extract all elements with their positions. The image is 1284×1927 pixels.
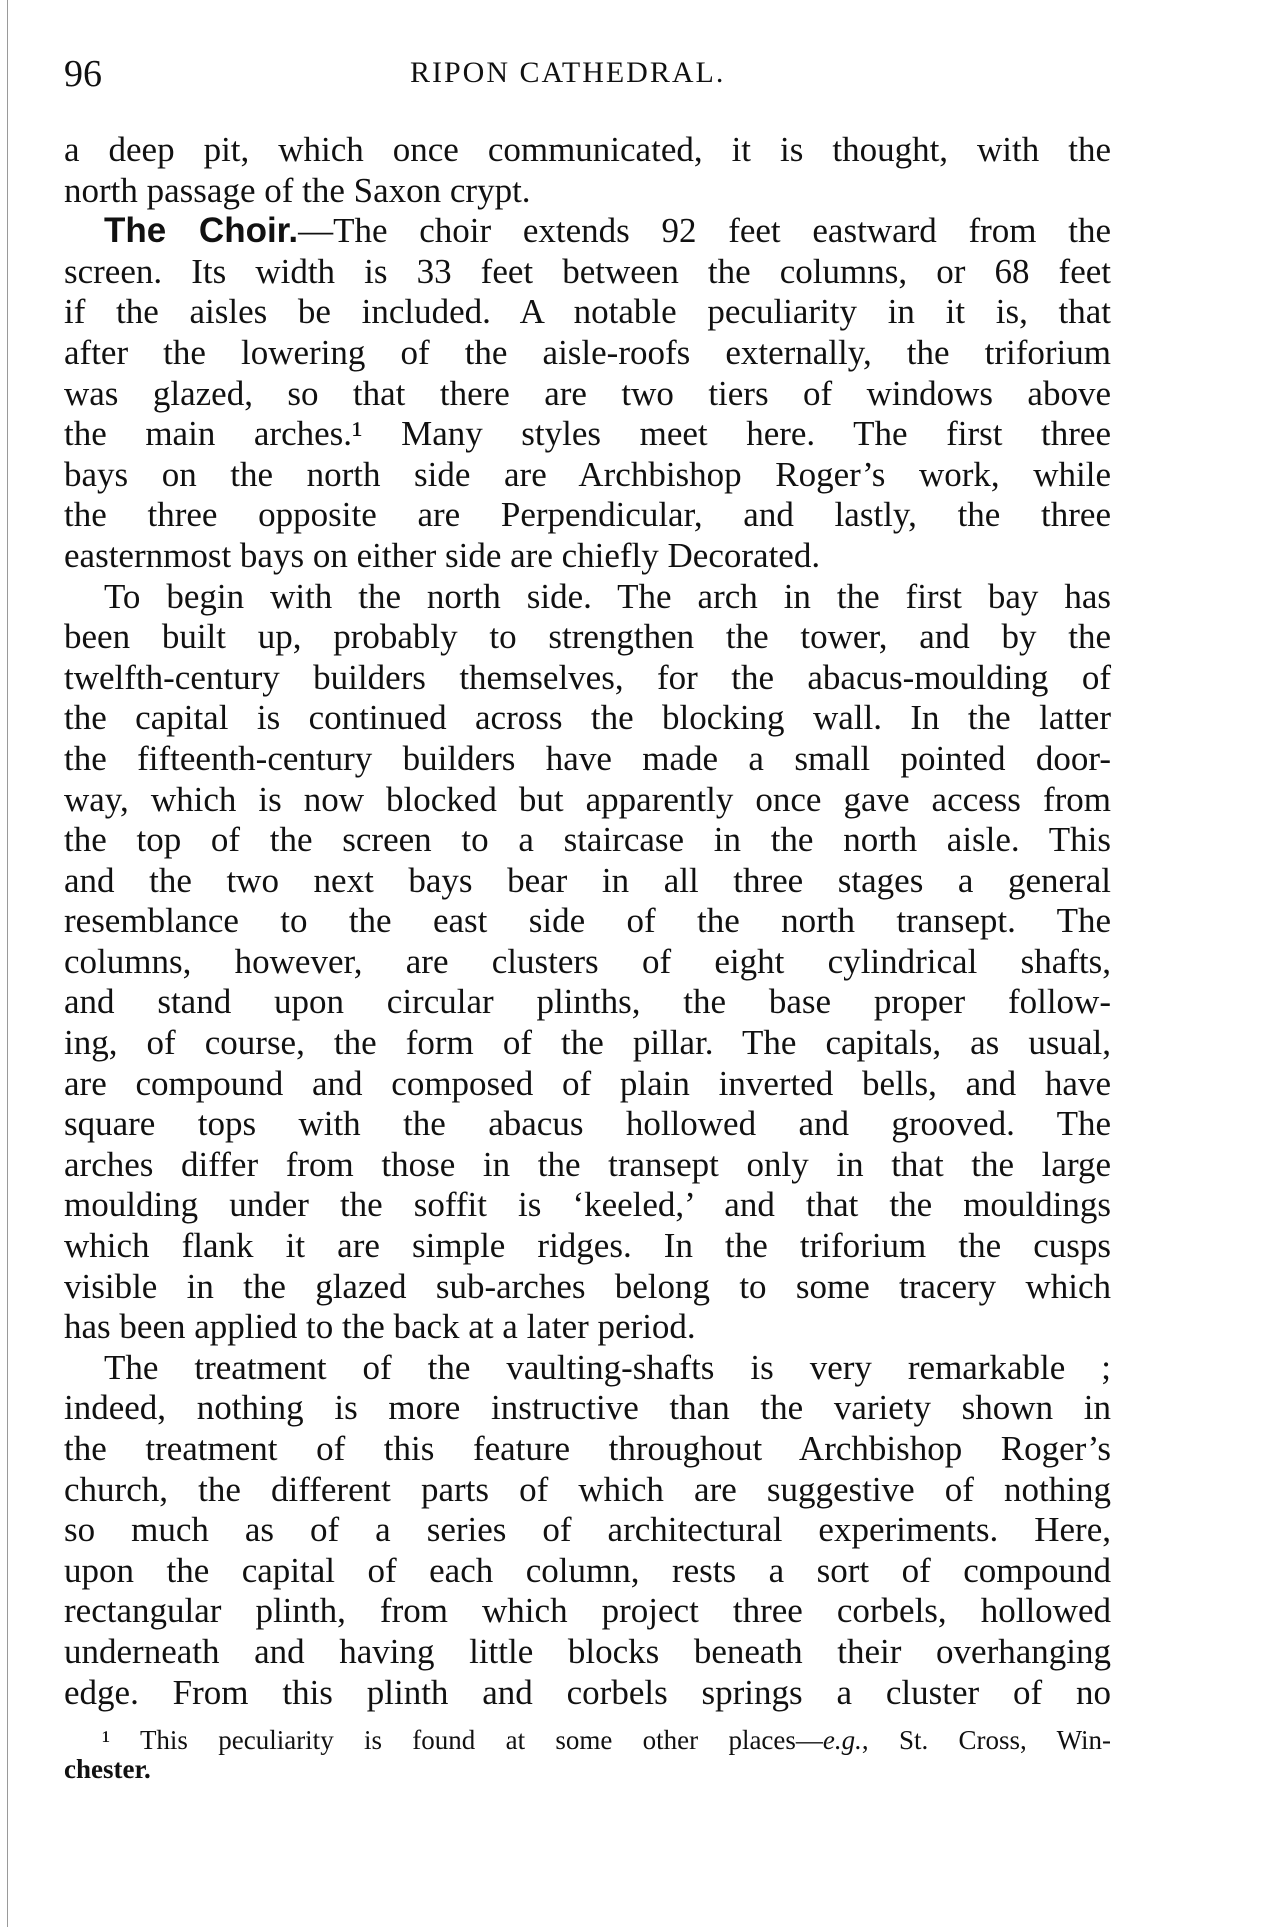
line-text: moulding under the soffit is ‘keeled,’ and that the mouldings: [64, 1185, 1111, 1225]
text-line: [64, 1104, 1111, 1145]
line-text: are compound and composed of plain inverted bells, and have: [64, 1063, 1111, 1103]
text-line: [64, 942, 1111, 983]
body-text: [64, 130, 1111, 1713]
text-line: [64, 171, 1111, 212]
text-line: [64, 1064, 1111, 1105]
line-text: underneath and having little blocks beneath their overhanging: [64, 1631, 1111, 1671]
text-line: [64, 739, 1111, 780]
text-line: [64, 1348, 1111, 1389]
line-text: the treatment of this feature throughout Archbishop Roger’s: [64, 1429, 1111, 1468]
line-text: arches differ from those in the transept only in that the large: [64, 1144, 1111, 1184]
text-line: [64, 414, 1111, 455]
line-text: was glazed, so that there are two tiers of windows above: [64, 373, 1111, 413]
text-line: [64, 617, 1111, 658]
footnote-text: This peculiarity is found at some other places—: [139, 1725, 823, 1755]
text-line: [64, 1551, 1111, 1592]
text-line: [64, 1388, 1111, 1429]
footnote-line: [64, 1726, 1111, 1755]
text-line: [64, 1185, 1111, 1226]
text-line: [64, 374, 1111, 415]
text-line: [64, 1307, 1111, 1348]
line-text: indeed, nothing is more instructive than the variety shown in: [64, 1388, 1111, 1428]
text-line: [64, 820, 1111, 861]
line-text: which flank it are simple ridges. In the triforium the cusps: [64, 1226, 1111, 1266]
page-number: 96: [64, 53, 102, 95]
text-line: [64, 1145, 1111, 1186]
footnote-marker: ¹: [102, 1725, 111, 1755]
line-text: the fifteenth-century builders have made a small pointed door-: [64, 738, 1111, 778]
footnote-line-2: chester.: [64, 1754, 151, 1784]
line-text: visible in the glazed sub-arches belong to some tracery which: [64, 1266, 1111, 1306]
text-line: [64, 292, 1111, 333]
text-line: [64, 130, 1111, 171]
text-line: [64, 577, 1111, 618]
line-text: the three opposite are Perpendicular, and lastly, the three: [64, 495, 1111, 535]
line-text: and stand upon circular plinths, the base proper follow-: [64, 982, 1111, 1022]
line-text: the main arches.¹ Many styles meet here. The first three: [64, 414, 1111, 454]
text-line: [64, 252, 1111, 293]
text-line: [64, 861, 1111, 902]
running-title: RIPON CATHEDRAL.: [410, 56, 726, 89]
line-text: twelfth-century builders themselves, for the abacus-moulding of: [64, 657, 1111, 697]
section-heading: The Choir.: [104, 211, 299, 251]
text-line: [64, 901, 1111, 942]
line-text: rectangular plinth, from which project three corbels, hollowed: [64, 1591, 1111, 1631]
text-line: [64, 698, 1111, 739]
footnote-italic: e.g.: [822, 1725, 862, 1755]
footnote: [64, 1726, 1111, 1784]
text-line: [64, 495, 1111, 536]
text-line: [64, 1470, 1111, 1511]
line-text: and the two next bays bear in all three stages a general: [64, 860, 1111, 900]
line-text: north passage of the Saxon crypt.: [64, 170, 531, 210]
text-line: [64, 1591, 1111, 1632]
line-text: The treatment of the vaulting-shafts is very remarkable ;: [104, 1347, 1111, 1387]
text-line: [64, 1632, 1111, 1673]
line-text: way, which is now blocked but apparently once gave access from: [64, 779, 1111, 819]
line-text: To begin with the north side. The arch in the first bay has: [104, 576, 1111, 616]
line-text: —The choir extends 92 feet eastward from the: [298, 211, 1111, 251]
line-text: a deep pit, which once communicated, it is thought, with the: [64, 130, 1111, 169]
line-text: screen. Its width is 33 feet between the columns, or 68 feet: [64, 251, 1111, 291]
line-text: bays on the north side are Archbishop Roger’s work, while: [64, 454, 1111, 494]
footnote-text-rest: , St. Cross, Win-: [861, 1725, 1111, 1755]
text-line: [64, 780, 1111, 821]
line-text: been built up, probably to strengthen the tower, and by the: [64, 617, 1111, 657]
line-text: so much as of a series of architectural experiments. Here,: [64, 1510, 1111, 1550]
line-text: columns, however, are clusters of eight cylindrical shafts,: [64, 941, 1111, 981]
text-line: [64, 536, 1111, 577]
text-line: [64, 1429, 1111, 1470]
text-line: [64, 982, 1111, 1023]
line-text: the capital is continued across the blocking wall. In the latter: [64, 698, 1111, 738]
page-edge: [7, 0, 8, 1927]
text-line: [64, 1673, 1111, 1714]
line-text: after the lowering of the aisle-roofs externally, the triforium: [64, 332, 1111, 372]
line-text: upon the capital of each column, rests a sort of compound: [64, 1550, 1111, 1590]
text-line: [64, 455, 1111, 496]
text-line: [64, 1226, 1111, 1267]
line-text: church, the different parts of which are suggestive of nothing: [64, 1469, 1111, 1509]
line-text: the top of the screen to a staircase in the north aisle. This: [64, 820, 1111, 860]
text-line: [64, 211, 1111, 252]
line-text: if the aisles be included. A notable peculiarity in it is, that: [64, 292, 1111, 332]
text-line: [64, 1267, 1111, 1308]
text-line: [64, 333, 1111, 374]
line-text: edge. From this plinth and corbels springs a cluster of no: [64, 1672, 1111, 1712]
line-text: has been applied to the back at a later period.: [64, 1307, 696, 1347]
text-line: [64, 658, 1111, 699]
line-text: easternmost bays on either side are chiefly Decorated.: [64, 535, 821, 575]
line-text: square tops with the abacus hollowed and grooved. The: [64, 1104, 1111, 1144]
line-text: ing, of course, the form of the pillar. The capitals, as usual,: [64, 1023, 1111, 1063]
line-text: resemblance to the east side of the north transept. The: [64, 901, 1111, 941]
text-line: [64, 1023, 1111, 1064]
text-line: [64, 1510, 1111, 1551]
